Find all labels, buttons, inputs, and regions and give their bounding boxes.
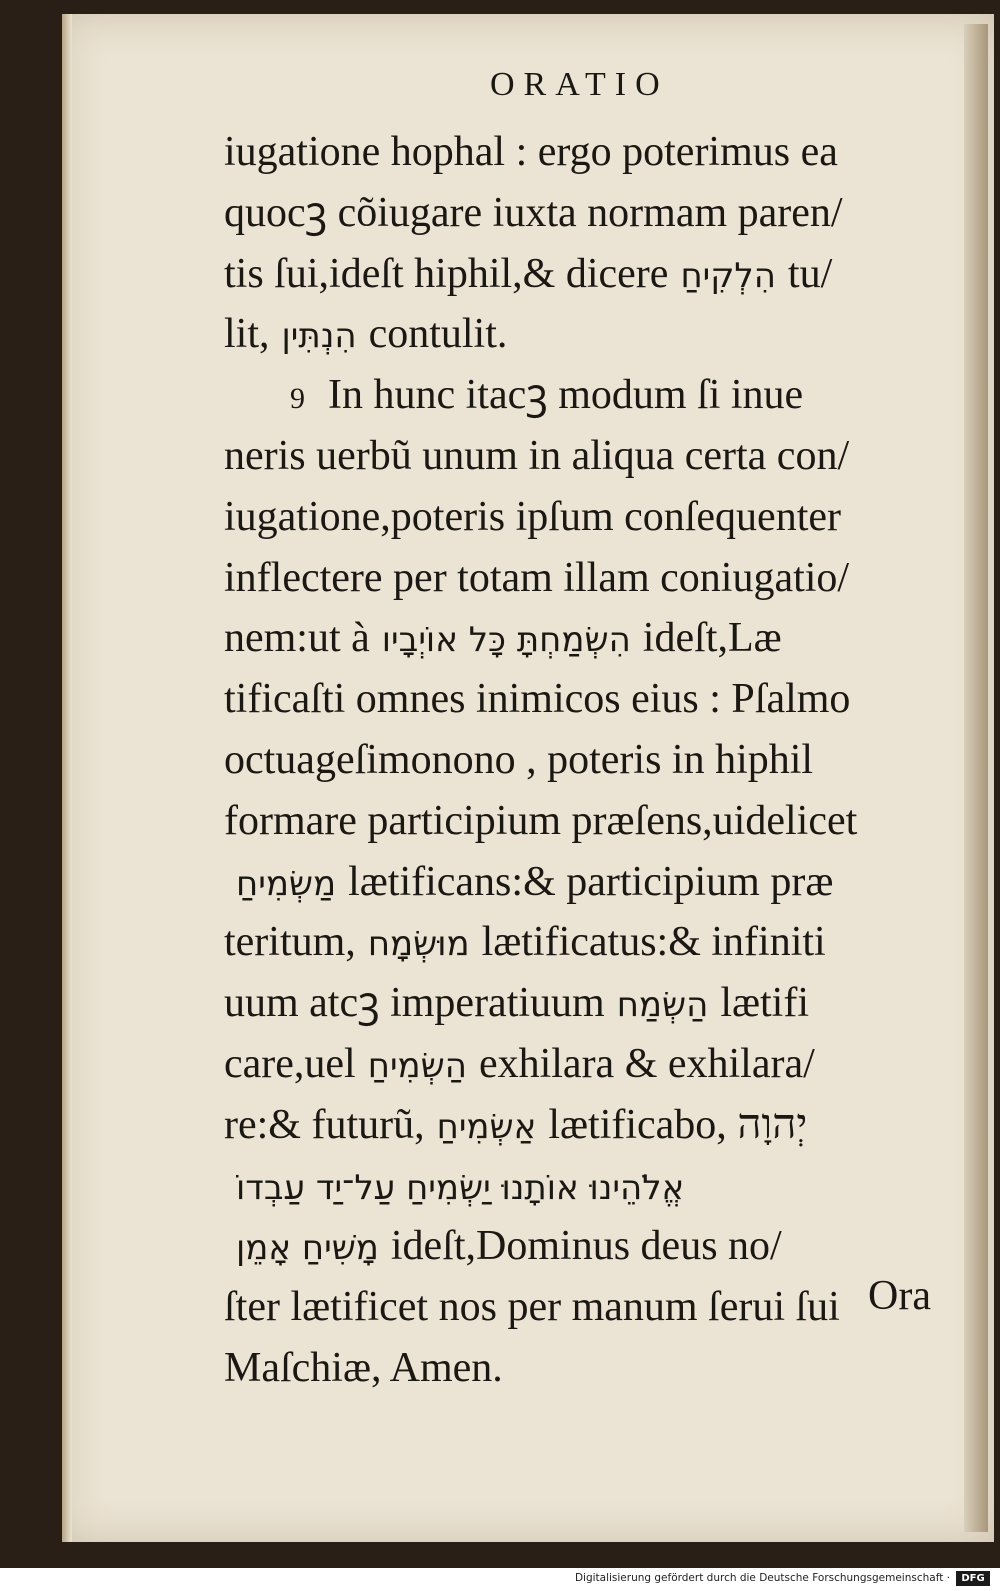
text-line	[224, 1156, 954, 1217]
latin-text: contulit.	[368, 311, 508, 358]
latin-text: lætificatus:& infiniti	[481, 919, 826, 966]
latin-text: lætifi	[720, 980, 809, 1027]
hebrew-text: הַשְׂמַח	[616, 985, 709, 1026]
latin-text: exhilara & exhilara/	[478, 1040, 815, 1087]
body-text	[224, 122, 954, 1399]
latin-text: re:& futurũ,	[224, 1101, 425, 1148]
text-line	[224, 852, 954, 913]
latin-text: tis ſui,ideſt hiphil,& dicere	[224, 250, 669, 297]
text-line	[224, 912, 954, 973]
hebrew-text: הִלְקִיחַ	[680, 255, 776, 296]
text-line: formare participium præſens,uidelicet	[224, 797, 858, 844]
text-line	[224, 1095, 954, 1156]
latin-text: care,uel	[224, 1040, 356, 1087]
text-line: tificaſti omnes inimicos eius : Pſalmo	[224, 676, 851, 723]
text-line	[224, 973, 954, 1034]
latin-text: lætificabo, יְהוָה	[548, 1101, 808, 1148]
dfg-logo: DFG	[956, 1571, 990, 1586]
text-line: iugatione,poteris ipſum conſequenter	[224, 493, 841, 540]
text-line: octuageſimonono , poteris in hiphil	[224, 736, 814, 783]
latin-text: uum atcꝫ imperatiuum	[224, 980, 605, 1027]
hebrew-text: הִנְתִּין	[281, 316, 357, 357]
latin-text: lætificans:& participium præ	[348, 858, 834, 905]
hebrew-text: אַשְׂמִיחַ	[436, 1106, 537, 1147]
text-line	[224, 244, 954, 305]
hebrew-text: מַשְׂמִיחַ	[236, 863, 337, 904]
hebrew-text: הַשְׂמִיחַ	[367, 1045, 467, 1086]
hebrew-text: אֱלֹהֵינוּ אוֹתָנוּ יַשְׂמִיחַ עַל־יַד עַבְדוֹ	[236, 1167, 685, 1208]
text-line: Maſchiæ, Amen.	[224, 1344, 503, 1391]
latin-text: nem:ut à	[224, 615, 370, 662]
text-line: quocꝫ cõiugare iuxta normam paren/	[224, 189, 843, 236]
page-edge	[964, 24, 988, 1532]
text-line: inflectere per totam illam coniugatio/	[224, 554, 850, 601]
catchword: Ora	[868, 1273, 931, 1319]
section-number: 9	[290, 382, 305, 416]
text-line: ſter lætificet nos per manum ſerui ſui	[224, 1284, 840, 1331]
text-line	[224, 608, 954, 669]
text-line	[224, 1216, 954, 1277]
text-line: iugatione hophal : ergo poterimus ea	[224, 129, 838, 175]
hebrew-text: מוּשְׂמָח	[367, 924, 470, 965]
latin-text: In hunc itacꝫ modum ſi inue	[328, 372, 804, 419]
text-line	[224, 304, 954, 365]
text-line: neris uerbũ unum in aliqua certa con/	[224, 432, 850, 479]
latin-text: teritum,	[224, 919, 356, 966]
latin-text: ideſt,Dominus deus no/	[390, 1223, 782, 1270]
latin-text: tu/	[787, 250, 833, 297]
hebrew-text: מָשִׁיחַ אָמֵן	[236, 1228, 379, 1269]
latin-text: lit,	[224, 311, 270, 358]
footer	[0, 1568, 1000, 1591]
hebrew-text: הִשְׂמַחְתָּ כָּל אוֹיְבָיו	[381, 620, 631, 661]
latin-text: ideſt,Læ	[642, 615, 782, 662]
running-title: ORATIO	[490, 66, 669, 103]
text-line	[224, 1034, 954, 1095]
text-line	[224, 365, 954, 426]
footer-credit: Digitalisierung gefördert durch die Deutsche Forschungsgemeinschaft ·	[574, 1572, 950, 1584]
